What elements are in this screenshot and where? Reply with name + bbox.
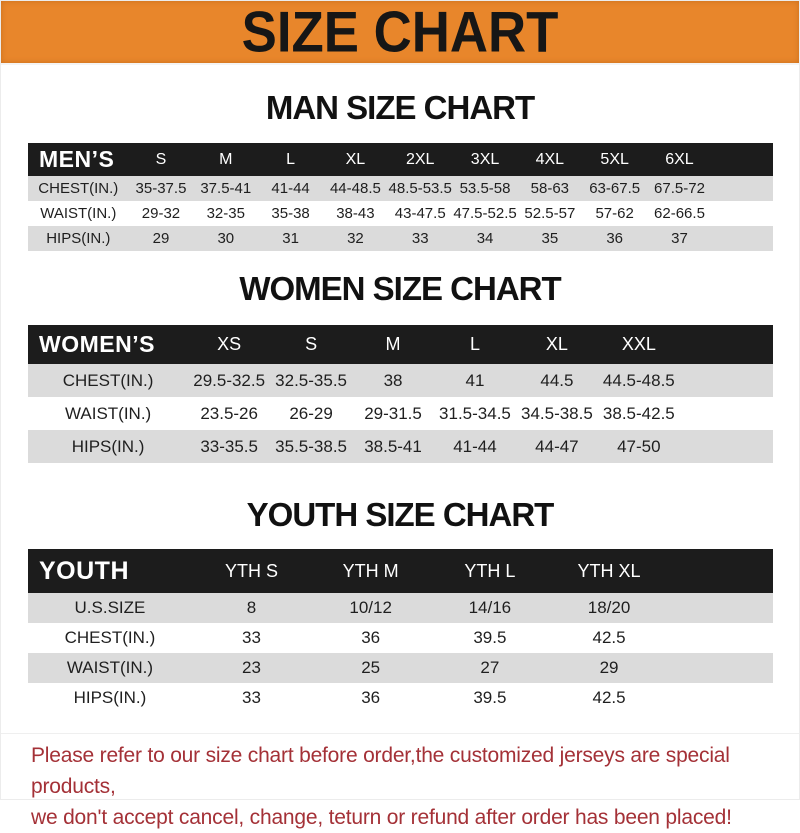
size-cell: 38.5-42.5 <box>598 397 680 430</box>
men-header-row <box>28 143 773 176</box>
men-col-header: S <box>129 143 194 176</box>
size-cell: 8 <box>192 593 311 623</box>
row-label: WAIST(IN.) <box>28 397 188 430</box>
size-cell: 42.5 <box>549 683 668 713</box>
size-cell: 35-38 <box>258 201 323 226</box>
size-cell: 18/20 <box>549 593 668 623</box>
size-cell: 32.5-35.5 <box>270 364 352 397</box>
footer-disclaimer <box>1 733 799 833</box>
size-cell: 36 <box>582 226 647 251</box>
size-cell: 33 <box>388 226 453 251</box>
filler-cell <box>669 653 773 683</box>
women-size-table <box>28 325 773 463</box>
size-cell: 29 <box>549 653 668 683</box>
row-label: U.S.SIZE <box>28 593 192 623</box>
footer-line-2: we don't accept cancel, change, teturn or refund after order has been placed! <box>31 806 732 829</box>
women-col-header: M <box>352 325 434 364</box>
size-cell: 32-35 <box>193 201 258 226</box>
size-cell: 47.5-52.5 <box>453 201 518 226</box>
women-chest-row <box>28 364 773 397</box>
filler-cell <box>712 226 773 251</box>
men-col-header: 6XL <box>647 143 712 176</box>
size-cell: 23 <box>192 653 311 683</box>
size-cell: 38 <box>352 364 434 397</box>
size-cell: 34 <box>453 226 518 251</box>
men-col-filler <box>712 143 773 176</box>
men-chest-row <box>28 176 773 201</box>
size-cell: 25 <box>311 653 430 683</box>
size-cell: 41-44 <box>434 430 516 463</box>
size-cell: 29-31.5 <box>352 397 434 430</box>
filler-cell <box>680 397 773 430</box>
men-col-header: 5XL <box>582 143 647 176</box>
size-cell: 57-62 <box>582 201 647 226</box>
men-col-header: M <box>193 143 258 176</box>
size-cell: 27 <box>430 653 549 683</box>
youth-table-label: YOUTH <box>28 549 192 593</box>
row-label: WAIST(IN.) <box>28 201 129 226</box>
size-cell: 34.5-38.5 <box>516 397 598 430</box>
size-cell: 30 <box>193 226 258 251</box>
filler-cell <box>712 201 773 226</box>
filler-cell <box>680 364 773 397</box>
size-cell: 29-32 <box>129 201 194 226</box>
row-label: HIPS(IN.) <box>28 430 188 463</box>
size-cell: 39.5 <box>430 683 549 713</box>
size-cell: 35 <box>517 226 582 251</box>
row-label: CHEST(IN.) <box>28 364 188 397</box>
row-label: CHEST(IN.) <box>28 176 129 201</box>
size-cell: 35-37.5 <box>129 176 194 201</box>
women-col-header: XXL <box>598 325 680 364</box>
size-cell: 10/12 <box>311 593 430 623</box>
women-col-filler <box>680 325 773 364</box>
youth-header-row <box>28 549 773 593</box>
size-cell: 14/16 <box>430 593 549 623</box>
footer-line-1: Please refer to our size chart before order,the customized jerseys are special products, <box>31 744 730 798</box>
women-col-header: L <box>434 325 516 364</box>
size-cell: 32 <box>323 226 388 251</box>
size-cell: 44-48.5 <box>323 176 388 201</box>
youth-col-header: YTH XL <box>549 549 668 593</box>
size-cell: 44-47 <box>516 430 598 463</box>
men-col-header: 3XL <box>453 143 518 176</box>
filler-cell <box>712 176 773 201</box>
size-cell: 33 <box>192 683 311 713</box>
filler-cell <box>669 623 773 653</box>
size-cell: 33 <box>192 623 311 653</box>
size-cell: 37 <box>647 226 712 251</box>
size-cell: 38-43 <box>323 201 388 226</box>
size-cell: 36 <box>311 683 430 713</box>
women-table-label: WOMEN’S <box>28 325 188 364</box>
size-cell: 37.5-41 <box>193 176 258 201</box>
women-section-heading: WOMEN SIZE CHART <box>239 270 561 307</box>
size-cell: 38.5-41 <box>352 430 434 463</box>
size-cell: 23.5-26 <box>188 397 270 430</box>
size-cell: 29.5-32.5 <box>188 364 270 397</box>
youth-ussize-row <box>28 593 773 623</box>
size-cell: 52.5-57 <box>517 201 582 226</box>
size-cell: 33-35.5 <box>188 430 270 463</box>
youth-col-filler <box>669 549 773 593</box>
youth-chest-row <box>28 623 773 653</box>
women-hips-row <box>28 430 773 463</box>
size-cell: 26-29 <box>270 397 352 430</box>
youth-section-heading: YOUTH SIZE CHART <box>246 496 554 533</box>
row-label: HIPS(IN.) <box>28 683 192 713</box>
women-col-header: S <box>270 325 352 364</box>
size-cell: 44.5-48.5 <box>598 364 680 397</box>
men-section-heading: MAN SIZE CHART <box>265 89 535 126</box>
filler-cell <box>680 430 773 463</box>
size-cell: 53.5-58 <box>453 176 518 201</box>
youth-hips-row <box>28 683 773 713</box>
size-cell: 67.5-72 <box>647 176 712 201</box>
size-cell: 44.5 <box>516 364 598 397</box>
banner-title: SIZE CHART <box>241 0 559 64</box>
size-cell: 39.5 <box>430 623 549 653</box>
filler-cell <box>669 593 773 623</box>
row-label: CHEST(IN.) <box>28 623 192 653</box>
size-cell: 41 <box>434 364 516 397</box>
filler-cell <box>669 683 773 713</box>
youth-col-header: YTH M <box>311 549 430 593</box>
size-cell: 43-47.5 <box>388 201 453 226</box>
size-cell: 48.5-53.5 <box>388 176 453 201</box>
youth-size-table <box>28 549 773 713</box>
size-cell: 63-67.5 <box>582 176 647 201</box>
size-cell: 47-50 <box>598 430 680 463</box>
men-table-label: MEN’S <box>28 143 129 176</box>
size-cell: 36 <box>311 623 430 653</box>
men-hips-row <box>28 226 773 251</box>
men-col-header: XL <box>323 143 388 176</box>
row-label: WAIST(IN.) <box>28 653 192 683</box>
size-cell: 42.5 <box>549 623 668 653</box>
men-size-table <box>28 143 773 251</box>
men-col-header: 2XL <box>388 143 453 176</box>
size-cell: 62-66.5 <box>647 201 712 226</box>
size-cell: 31 <box>258 226 323 251</box>
size-cell: 31.5-34.5 <box>434 397 516 430</box>
men-col-header: 4XL <box>517 143 582 176</box>
size-cell: 58-63 <box>517 176 582 201</box>
row-label: HIPS(IN.) <box>28 226 129 251</box>
size-cell: 29 <box>129 226 194 251</box>
men-waist-row <box>28 201 773 226</box>
size-cell: 41-44 <box>258 176 323 201</box>
women-col-header: XS <box>188 325 270 364</box>
women-header-row <box>28 325 773 364</box>
women-col-header: XL <box>516 325 598 364</box>
banner <box>1 1 799 65</box>
youth-col-header: YTH S <box>192 549 311 593</box>
youth-col-header: YTH L <box>430 549 549 593</box>
women-waist-row <box>28 397 773 430</box>
men-col-header: L <box>258 143 323 176</box>
youth-waist-row <box>28 653 773 683</box>
size-cell: 35.5-38.5 <box>270 430 352 463</box>
